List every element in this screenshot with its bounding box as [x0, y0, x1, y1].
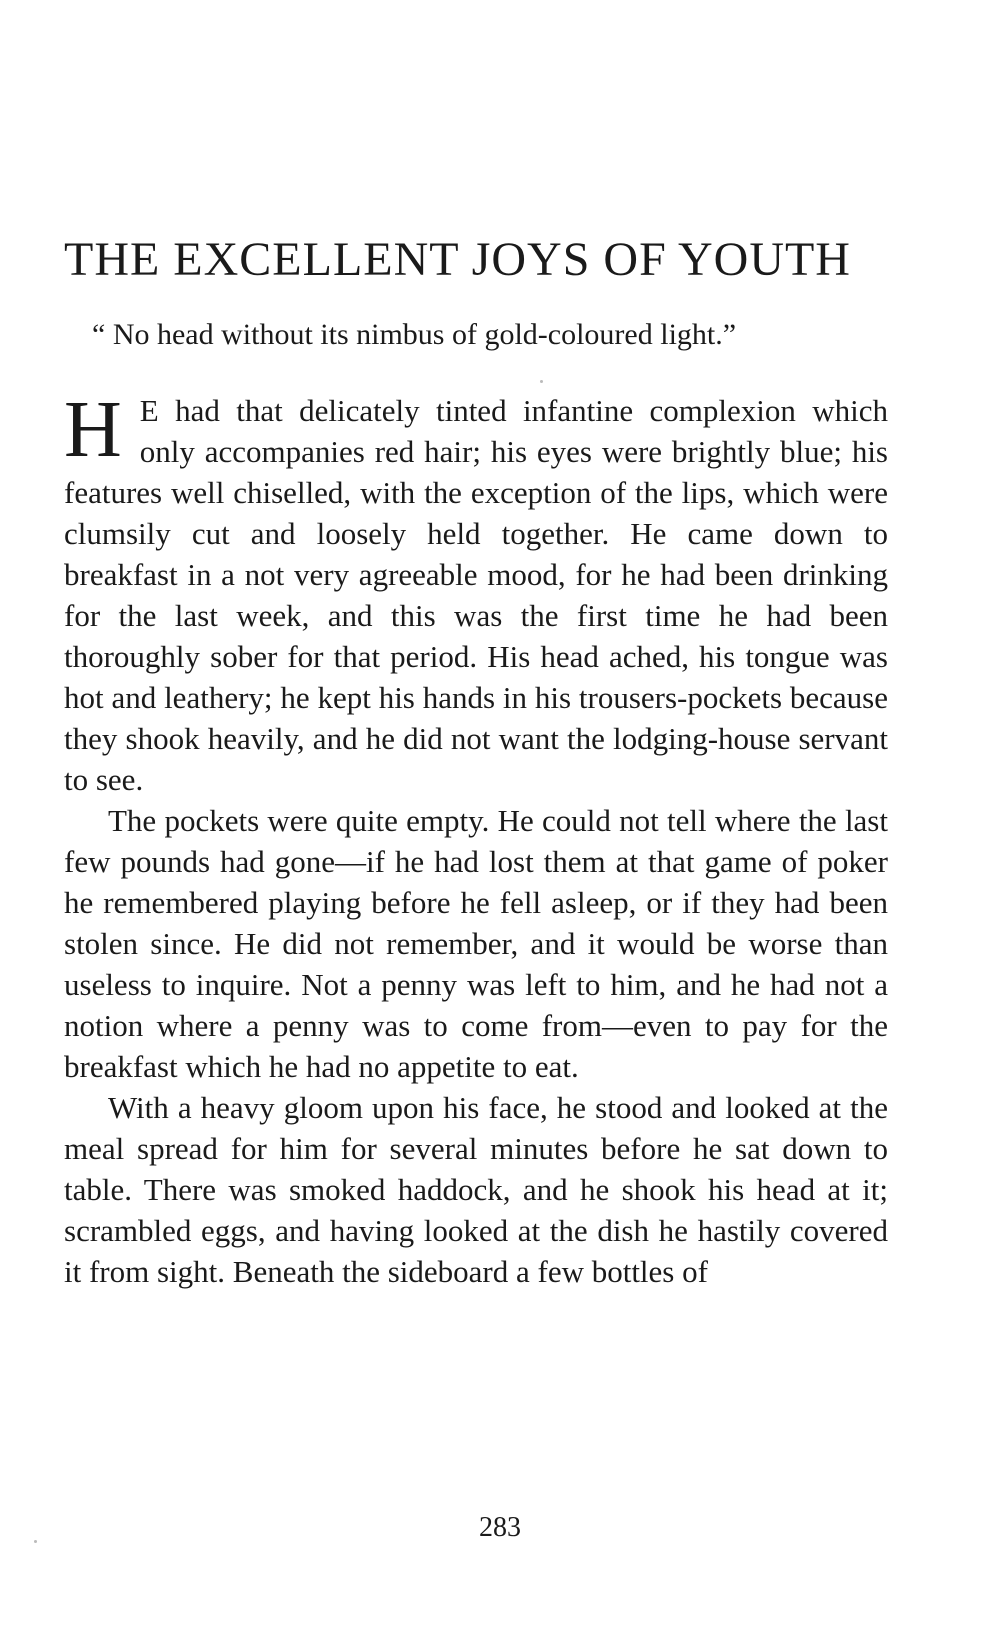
paper-speck	[540, 380, 543, 383]
drop-cap: H	[64, 386, 122, 474]
paragraph-1	[64, 386, 888, 800]
chapter-epigraph: “ No head without its nimbus of gold-coloured light.”	[92, 318, 737, 351]
paper-speck	[34, 1540, 37, 1543]
paragraph-3: With a heavy gloom upon his face, he stood and looked at the meal spread for him for several minutes before he sat down to table. There was smoked haddock, and he shook his head at it; scrambled eggs, and having looked at the dish he hastily covered it from sight. Beneath the sideboard a few bottles of	[64, 1090, 888, 1289]
body-text	[64, 386, 888, 1292]
paragraph-1-text: E had that delicately tinted infantine complexion which only accompanies red hair; his eyes were brightly blue; his features well chiselled, with the exception of the lips, which were clumsily cut and loosely held together. He came down to breakfast in a not very agreeable mood, for he had been drinking for the last week, and this was the first time he had been thoroughly sober for that period. His head ached, his tongue was hot and leathery; he kept his hands in his trousers-pockets because they shook heavily, and he did not want the lodging-house servant to see.	[64, 393, 888, 797]
chapter-title: THE EXCELLENT JOYS OF YOUTH	[64, 233, 851, 286]
page-number: 283	[479, 1512, 521, 1543]
paragraph-2: The pockets were quite empty. He could not tell where the last few pounds had gone—if he had lost them at that game of poker he remembered playing before he fell asleep, or if they had been stolen since. He did not remember, and it would be worse than useless to inquire. Not a penny was left to him, and he had not a notion where a penny was to come from—even to pay for the breakfast which he had no appetite to eat.	[64, 803, 888, 1084]
